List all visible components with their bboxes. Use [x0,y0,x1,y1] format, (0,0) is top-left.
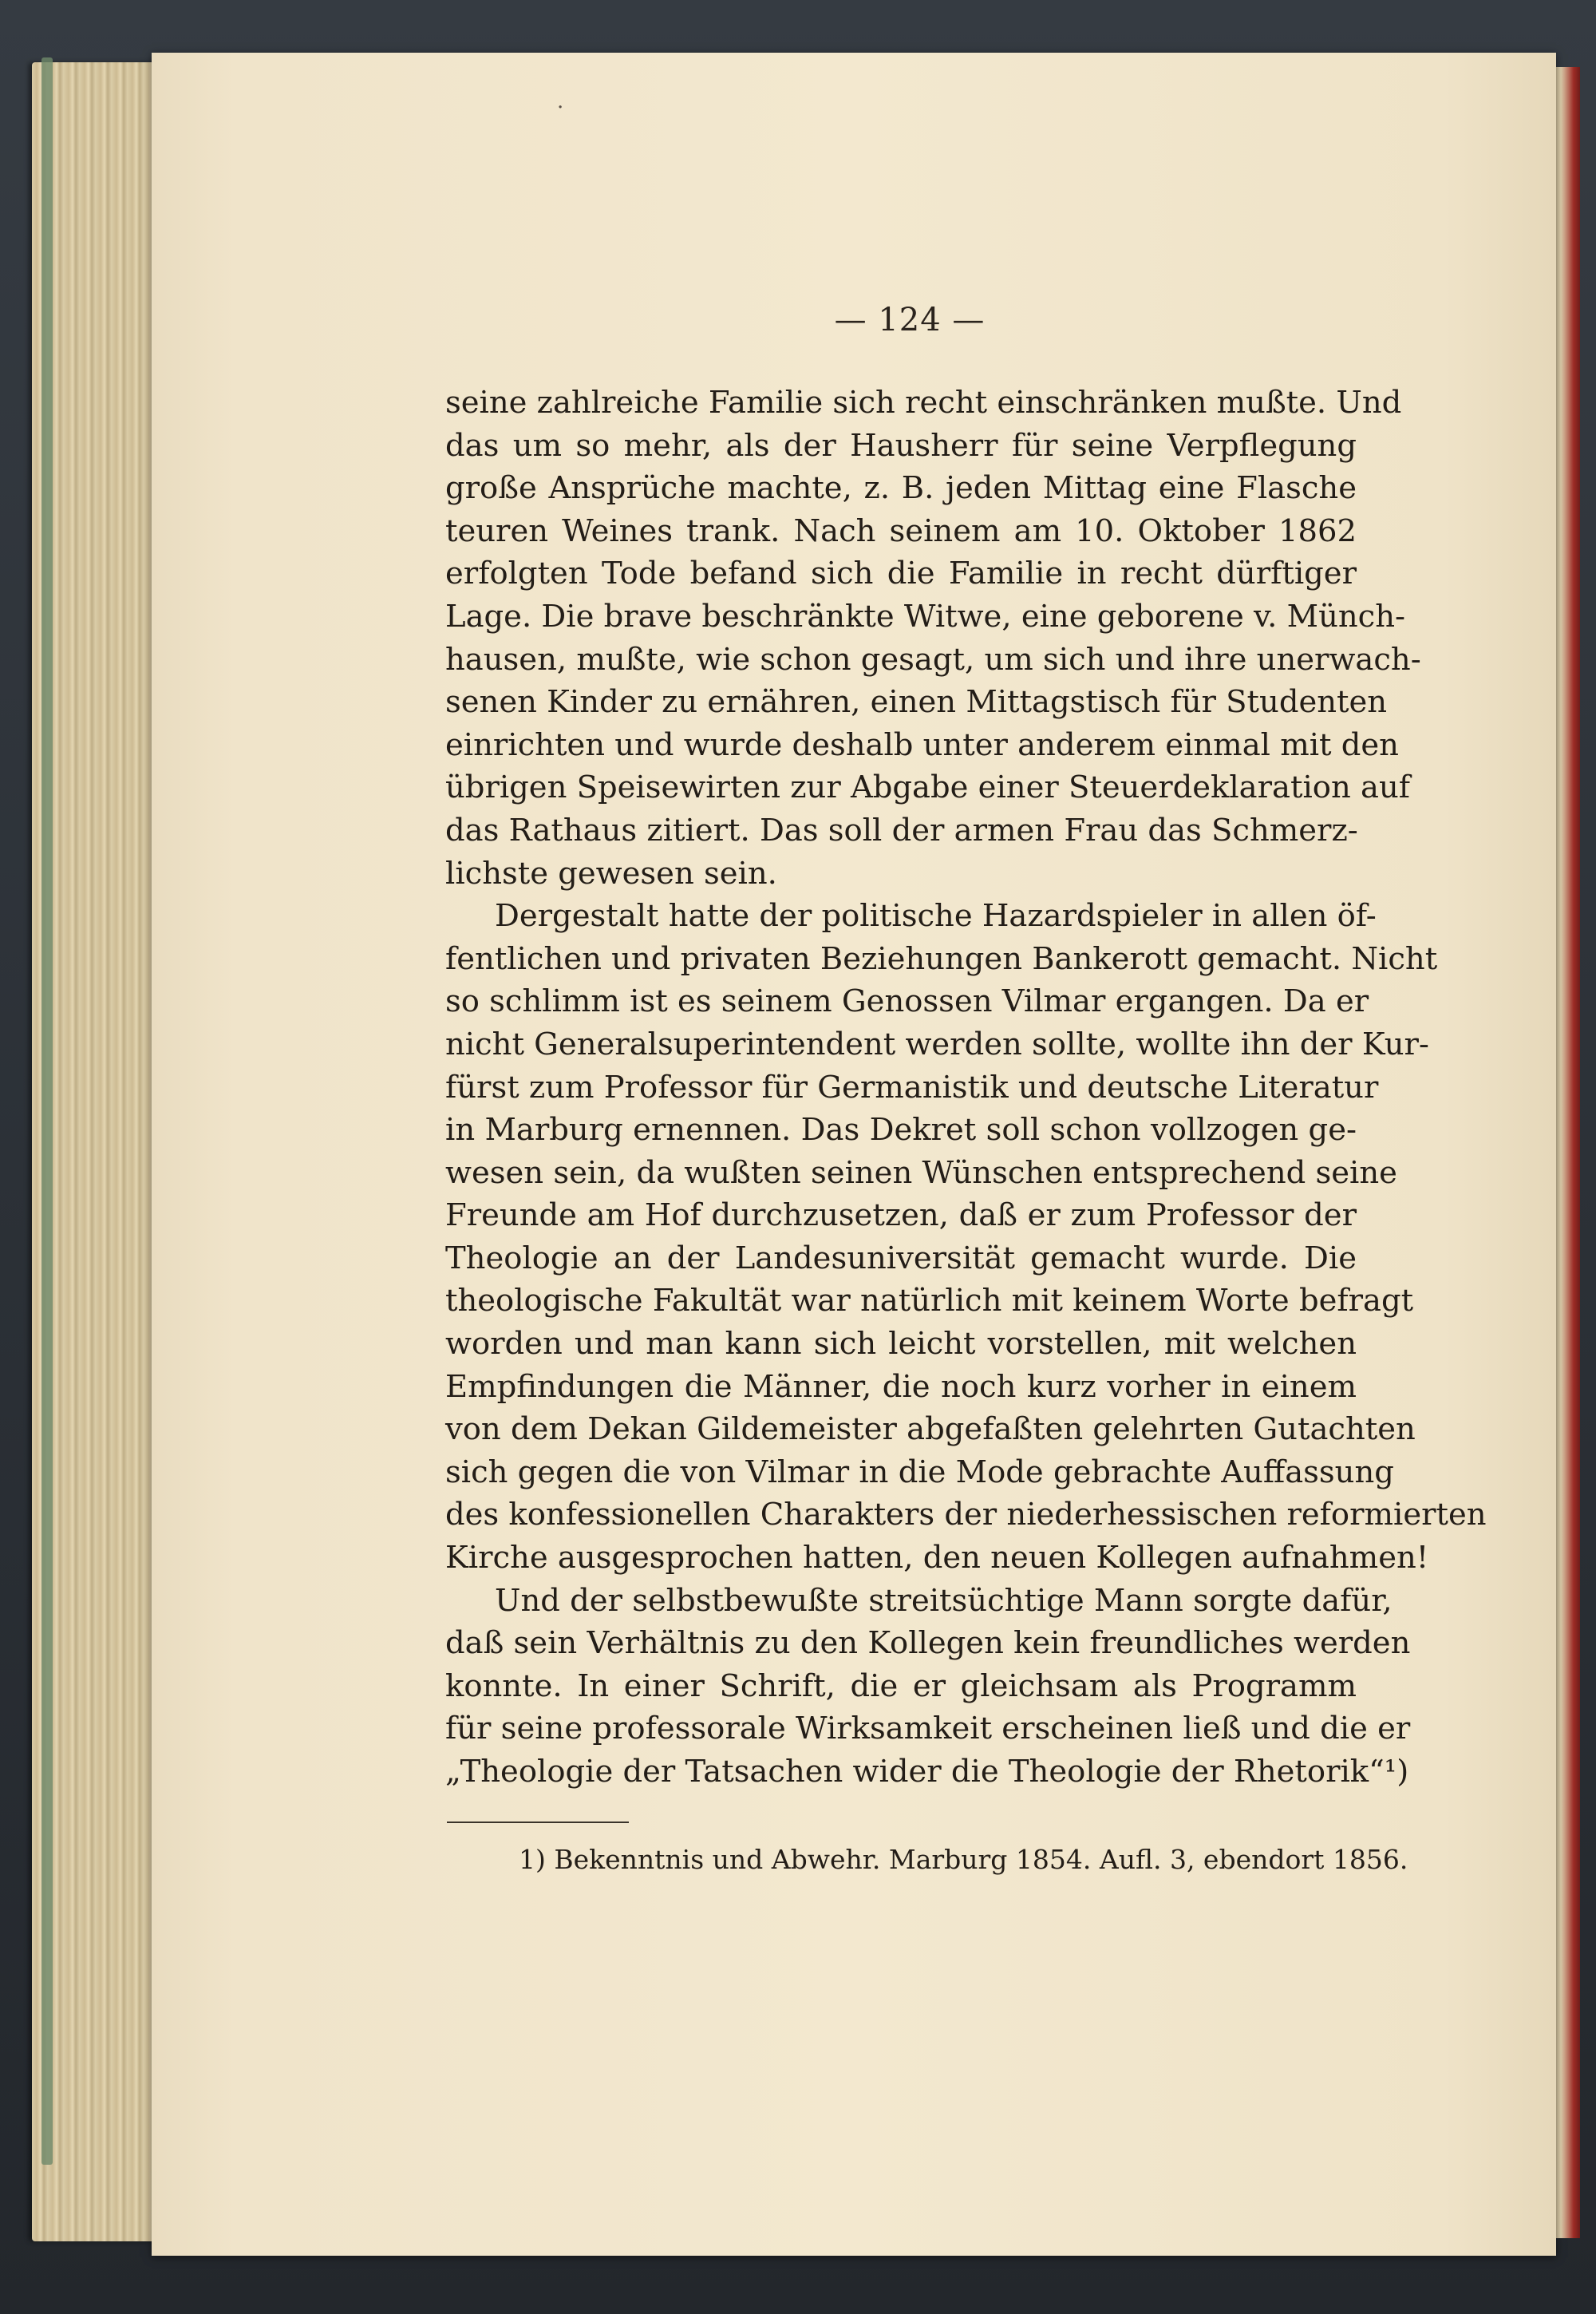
text-line: große Ansprüche machte, z. B. jeden Mittag eine Flasche [445,470,1357,507]
text-line: von dem Dekan Gildemeister abgefaßten gelehrten Gutachten [445,1411,1416,1448]
text-line: für seine professorale Wirksamkeit erscheinen ließ und die er [445,1711,1411,1747]
text-line: fürst zum Professor für Germanistik und deutsche Literatur [445,1069,1379,1106]
text-line: übrigen Speisewirten zur Abgabe einer Steuerdeklaration auf [445,769,1410,806]
text-line: sich gegen die von Vilmar in die Mode gebrachte Auffassung [445,1454,1394,1490]
footnote: 1) Bekenntnis und Abwehr. Marburg 1854. Aufl. 3, ebendort 1856. [519,1844,1408,1875]
text-line: theologische Fakultät war natürlich mit keinem Worte befragt [445,1283,1414,1319]
text-line: Lage. Die brave beschränkte Witwe, eine geborene v. Münch- [445,598,1406,635]
body-text [445,382,1487,1794]
text-line: worden und man kann sich leicht vorstellen, mit welchen [445,1326,1357,1363]
text-line: daß sein Verhältnis zu den Kollegen kein freundliches werden [445,1625,1411,1662]
text-line: so schlimm ist es seinem Genossen Vilmar ergangen. Da er [445,983,1369,1020]
text-line: in Marburg ernennen. Das Dekret soll schon vollzogen ge- [445,1112,1357,1149]
text-line: nicht Generalsuperintendent werden sollte, wollte ihn der Kur- [445,1026,1429,1062]
text-line: Dergestalt hatte der politische Hazardspieler in allen öf- [495,898,1377,935]
text-line: fentlichen und privaten Beziehungen Bankerott gemacht. Nicht [445,940,1438,977]
text-line: hausen, mußte, wie schon gesagt, um sich und ihre unerwach- [445,641,1421,678]
text-line: Theologie an der Landesuniversität gemacht wurde. Die [445,1240,1357,1276]
text-line: Freunde am Hof durchzusetzen, daß er zum Professor der [445,1197,1357,1234]
text-line: Empfindungen die Männer, die noch kurz vorher in einem [445,1368,1357,1405]
footnote-rule [447,1822,629,1823]
text-line: das Rathaus zitiert. Das soll der armen Frau das Schmerz- [445,812,1358,848]
text-line: Kirche ausgesprochen hatten, den neuen Kollegen aufnahmen! [445,1540,1429,1576]
text-line: lichste gewesen sein. [445,855,777,892]
page-number-header: — 124 — [834,302,986,338]
text-line: des konfessionellen Charakters der niederhessischen reformierten [445,1497,1487,1533]
text-line: konnte. In einer Schrift, die er gleichsam als Programm [445,1667,1357,1704]
text-line: erfolgten Tode befand sich die Familie in recht dürftiger [445,556,1357,592]
book-cover-edge [41,57,53,2165]
text-line: das um so mehr, als der Hausherr für seine Verpflegung [445,427,1357,464]
text-line: teuren Weines trank. Nach seinem am 10. Oktober 1862 [445,512,1357,549]
text-line: Und der selbstbewußte streitsüchtige Mann sorgte dafür, [495,1582,1393,1619]
text-line: wesen sein, da wußten seinen Wünschen entsprechend seine [445,1154,1397,1191]
text-line: „Theologie der Tatsachen wider die Theologie der Rhetorik“¹) [445,1754,1409,1790]
dust-speck: · [557,96,564,120]
text-line: einrichten und wurde deshalb unter anderem einmal mit den [445,726,1399,763]
text-line: seine zahlreiche Familie sich recht einschränken mußte. Und [445,385,1402,421]
text-line: senen Kinder zu ernähren, einen Mittagstisch für Studenten [445,684,1388,721]
